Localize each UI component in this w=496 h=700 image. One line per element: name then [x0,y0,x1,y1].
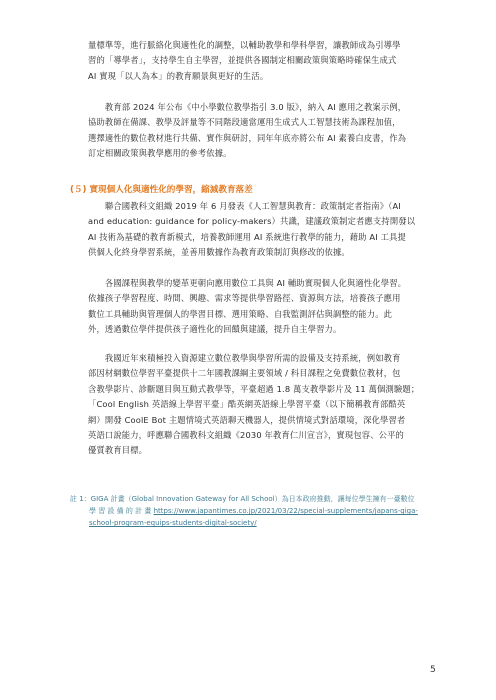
text-line: 依據孩子學習程度、時間、興趣、需求等提供學習路徑、資源與方法，培養孩子應用 [88,293,401,304]
footnote-line: 註 1：GIGA 計畫（Global Innovation Gateway for All School）為日本政府推動，讓每位學生擁有一臺數位 [70,495,415,503]
text-line: 選擇適性的數位教材進行共備、實作與研討，同年年底亦將公布 AI 素養白皮書，作為 [88,132,407,143]
text-line: AI 實現「以人為本」的教育願景與更好的生活。 [88,70,269,81]
text-line: and education: guidance for policy-makers）共識，建議政策制定者應支持開發以 [88,216,416,227]
text-line: 習的「導學者」，支持學生自主學習，並提供各國制定相關政策與策略時確保生成式 [88,55,397,66]
text-line: 訂定相關政策與教學應用的參考依據。 [88,148,232,159]
footnote [70,493,450,530]
text-line: 外，透過數位學伴提供孩子適性化的回饋與建議，提升自主學習力。 [88,324,342,335]
footnote-prefix: 學 習 設 備 的 計 畫 [89,507,154,516]
text-line: 英語口說能力，呼應聯合國教科文組織《2030 年教育仁川宣言》，實現包容、公平的 [88,430,404,441]
text-line: 含教學影片、診斷題目與互動式教學等，平臺超過 1.8 萬支教學影片及 11 萬個測驗題； [88,383,420,394]
text-line: 「Cool English 英語線上學習平臺」酷英網英語線上學習平臺（以下簡稱教育部酷英 [88,399,406,410]
footnote-link[interactable]: https://www.japantimes.co.jp/2021/03/22/special-supplements/japans-giga- [153,507,418,516]
text-line: AI 技術為基礎的教育新模式，培養教師運用 AI 系統進行教學的能力，藉助 AI 工具提 [88,231,406,242]
footnote-link[interactable]: school-program-equips-students-digital-society/ [89,519,257,528]
text-line: 我國近年來積極投入資源建立數位教學與學習所需的設備及支持系統，例如教育 [88,353,401,363]
text-line: 供個人化終身學習系統，並善用數據作為教育政策制訂與修改的依據。 [88,247,350,258]
paragraph-personalized-learning [88,276,448,338]
paragraph-intro-continuation [88,38,448,84]
text-line: 協助教師在備課、教學及評量等不同階段適當運用生成式人工智慧技術為課程加值， [88,117,401,128]
footnote-line [70,505,450,517]
text-line: 數位工具輔助與管理個人的學習目標、選用策略、自我監測評估與調整的能力。此 [88,308,393,319]
text-line: 量標準等，進行脈絡化與適性化的調整，以輔助教學和學科學習，讓教師成為引導學 [88,40,401,50]
text-line: 各國課程與教學的變革更朝向應用數位工具與 AI 輔助實現個人化與適性化學習。 [88,278,407,288]
paragraph-moe-guidelines [88,100,448,162]
text-line: 網）開發 CoolE Bot 主題情境式英語聊天機器人，提供情境式對話環境，深化學習者 [88,414,406,425]
page-number: 5 [430,665,436,675]
paragraph-unesco-guidance [88,199,448,261]
text-line: 聯合國教科文組織 2019 年 6 月發表《人工智慧與教育：政策制定者指南》（AI [88,201,401,211]
paragraph-taiwan-resources [88,351,448,459]
text-line: 教育部 2024 年公布《中小學數位教學指引 3.0 版》，納入 AI 應用之教案示例， [88,102,407,112]
text-line: 部因材網數位學習平臺提供十二年國教課綱主要領域 / 科目課程之免費數位教材，包 [88,368,401,379]
text-line: 優質教育目標。 [88,445,148,456]
section-heading: (５) 實現個人化與適性化的學習，縮減教育落差 [70,185,253,195]
